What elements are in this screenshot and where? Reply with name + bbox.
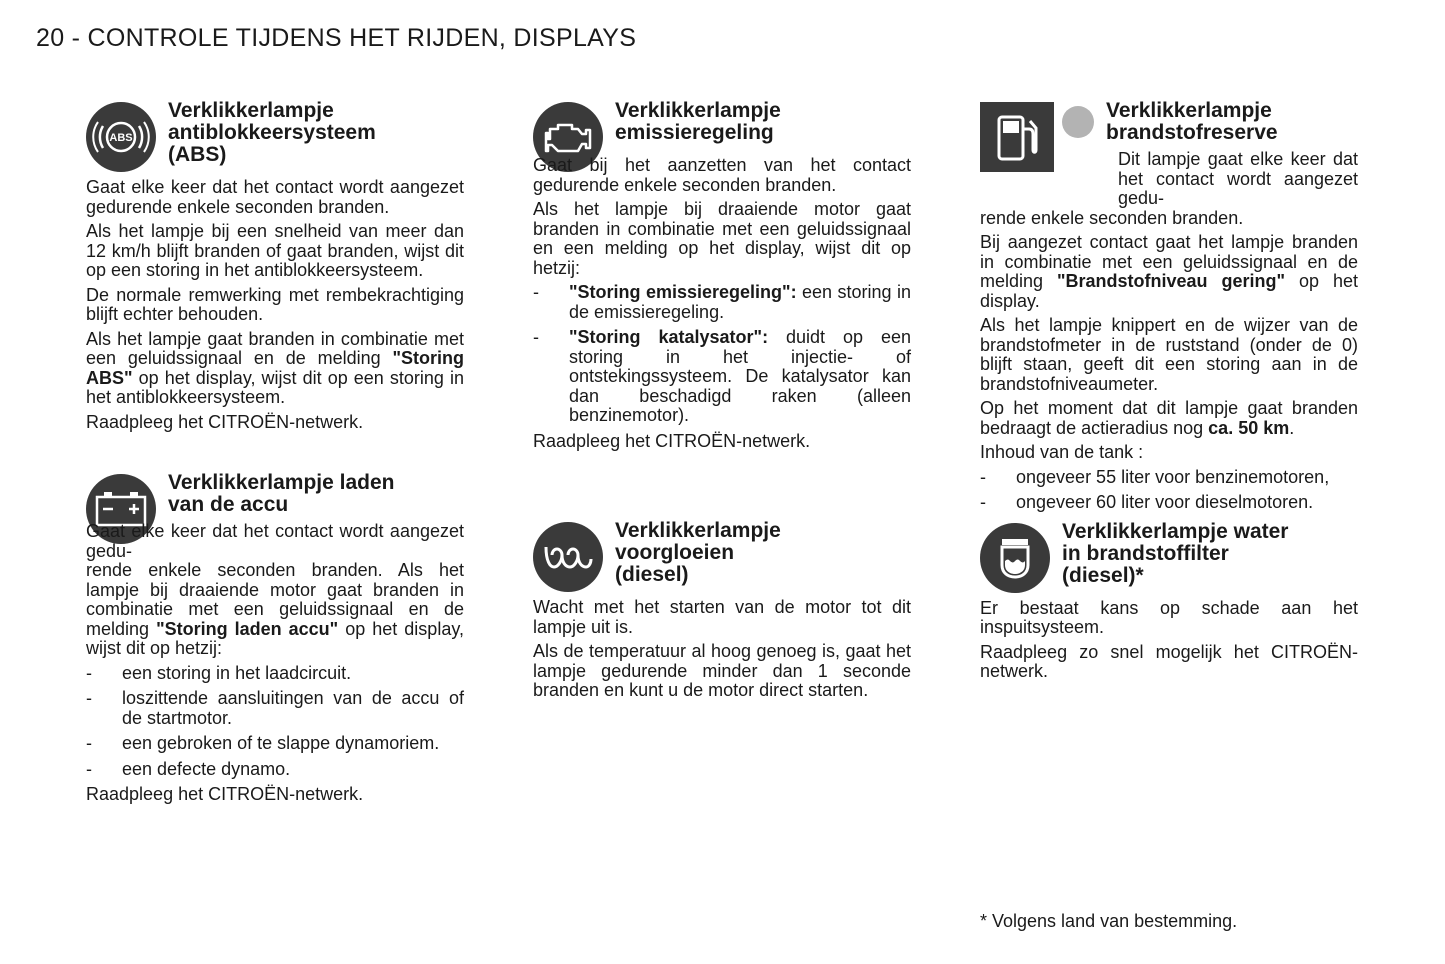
brandstof-list	[980, 468, 1358, 513]
brandstof-paragraph-3: Op het moment dat dit lampje gaat branden bedraagt de actieradius nog ca. 50 km.	[980, 398, 1358, 438]
voorgloeien-paragraph-1: Wacht met het starten van de motor tot dit lampje uit is.	[533, 597, 911, 637]
abs-paragraph-1: Gaat elke keer dat het contact wordt aangezet gedurende enkele seconden branden.	[86, 177, 464, 217]
brandstof-lead-cont: rende enkele seconden branden.	[980, 207, 1244, 228]
brandstof-lead: Dit lampje gaat elke keer dat het contact wordt aangezet gedu-	[1118, 149, 1358, 208]
status-dot-icon	[1062, 106, 1094, 138]
svg-text:ABS: ABS	[109, 132, 133, 144]
column-right	[980, 100, 1358, 687]
emissie-paragraph-2: Raadpleeg het CITROËN-netwerk.	[533, 430, 811, 451]
list-item: - een gebroken of te slappe dynamoriem.	[86, 734, 464, 754]
column-middle	[533, 100, 911, 706]
brandstof-title: Verklikkerlampje brandstofreserve	[1106, 99, 1278, 144]
water-paragraph-1: Er bestaat kans op schade aan het inspuitsysteem.	[980, 597, 1358, 637]
brandstof-paragraph-4: Inhoud van de tank :	[980, 442, 1144, 462]
glow-plug-icon	[533, 522, 603, 592]
abs-paragraph-3: De normale remwerking met rembekrachtiging blijft echter behouden.	[86, 284, 464, 324]
list-item: - ongeveer 60 liter voor dieselmotoren.	[980, 493, 1358, 513]
fuel-pump-icon	[980, 102, 1054, 172]
abs-paragraph-4: Als het lampje gaat branden in combinatie met een geluidssignaal en de melding "Storing ABS" op het display, wijst dit op een storing in het antiblokkeersysteem.	[86, 328, 464, 407]
accu-paragraph-2: Raadpleeg het CITROËN-netwerk.	[86, 784, 364, 804]
brandstof-paragraph-2: Als het lampje knippert en de wijzer van de brandstofmeter in de ruststand (onder de 0) blijft staan, geeft dit een storing aan in de brandstofniveaumeter.	[980, 315, 1358, 394]
footnote: * Volgens land van bestemming.	[980, 911, 1238, 931]
section-brandstof	[980, 100, 1358, 513]
page-title: 20 - CONTROLE TIJDENS HET RIJDEN, DISPLAYS	[36, 24, 637, 52]
section-emissie	[533, 100, 911, 520]
list-item: - ongeveer 55 liter voor benzinemotoren,	[980, 468, 1358, 488]
abs-paragraph-2: Als het lampje bij een snelheid van meer dan 12 km/h blijft branden of gaat branden, wijst dit op een storing in het antiblokkeersysteem.	[86, 221, 464, 280]
emissie-lead: Gaat bij het aanzetten van het contact gedurende enkele seconden branden.	[533, 155, 911, 195]
emissie-list	[533, 283, 911, 426]
section-accu	[86, 472, 464, 805]
voorgloeien-title: Verklikkerlampje voorgloeien (diesel)	[615, 519, 781, 586]
column-left	[86, 100, 464, 810]
section-abs	[86, 100, 464, 432]
list-item: - loszittende aansluitingen van de accu of de startmotor.	[86, 689, 464, 728]
accu-paragraph-1: rende enkele seconden branden. Als het lampje bij draaiende motor gaat branden in combinatie met een geluidssignaal en de melding "Storing laden accu" op het display, wijst dit op hetzij:	[86, 560, 464, 658]
accu-title: Verklikkerlampje laden van de accu	[168, 471, 395, 516]
list-item: - een storing in het laadcircuit.	[86, 664, 464, 684]
water-title: Verklikkerlampje water in brandstoffilter (diesel)*	[1062, 519, 1289, 587]
section-water	[980, 521, 1358, 682]
emissie-title: Verklikkerlampje emissieregeling	[615, 99, 781, 144]
list-item: - "Storing emissieregeling": een storing in de emissieregeling.	[533, 283, 911, 322]
voorgloeien-paragraph-2: Als de temperatuur al hoog genoeg is, gaat het lampje gedurende minder dan 1 seconde branden en kunt u de motor direct starten.	[533, 641, 911, 700]
accu-list	[86, 664, 464, 780]
list-item: - "Storing katalysator": duidt op een storing in het injectie- of ontstekingssysteem. De katalysator kan dan beschadigd raken (alleen benzinemotor).	[533, 328, 911, 426]
list-item: - een defecte dynamo.	[86, 760, 464, 780]
emissie-paragraph-1: Als het lampje bij draaiende motor gaat branden in combinatie met een geluidssignaal en een melding op het display, wijst dit op hetzij:	[533, 199, 911, 278]
abs-warning-icon	[86, 102, 156, 172]
section-voorgloeien	[533, 520, 911, 701]
water-in-fuel-icon	[980, 523, 1050, 593]
brandstof-paragraph-1: Bij aangezet contact gaat het lampje branden in combinatie met een geluidssignaal en de melding "Brandstofniveau gering" op het display.	[980, 232, 1358, 311]
water-paragraph-2: Raadpleeg zo snel mogelijk het CITROËN-netwerk.	[980, 641, 1358, 681]
accu-lead: Gaat elke keer dat het contact wordt aangezet gedu-	[86, 521, 464, 561]
abs-paragraph-5: Raadpleeg het CITROËN-netwerk.	[86, 411, 364, 432]
abs-title: Verklikkerlampje antiblokkeersysteem (ABS)	[168, 99, 376, 166]
